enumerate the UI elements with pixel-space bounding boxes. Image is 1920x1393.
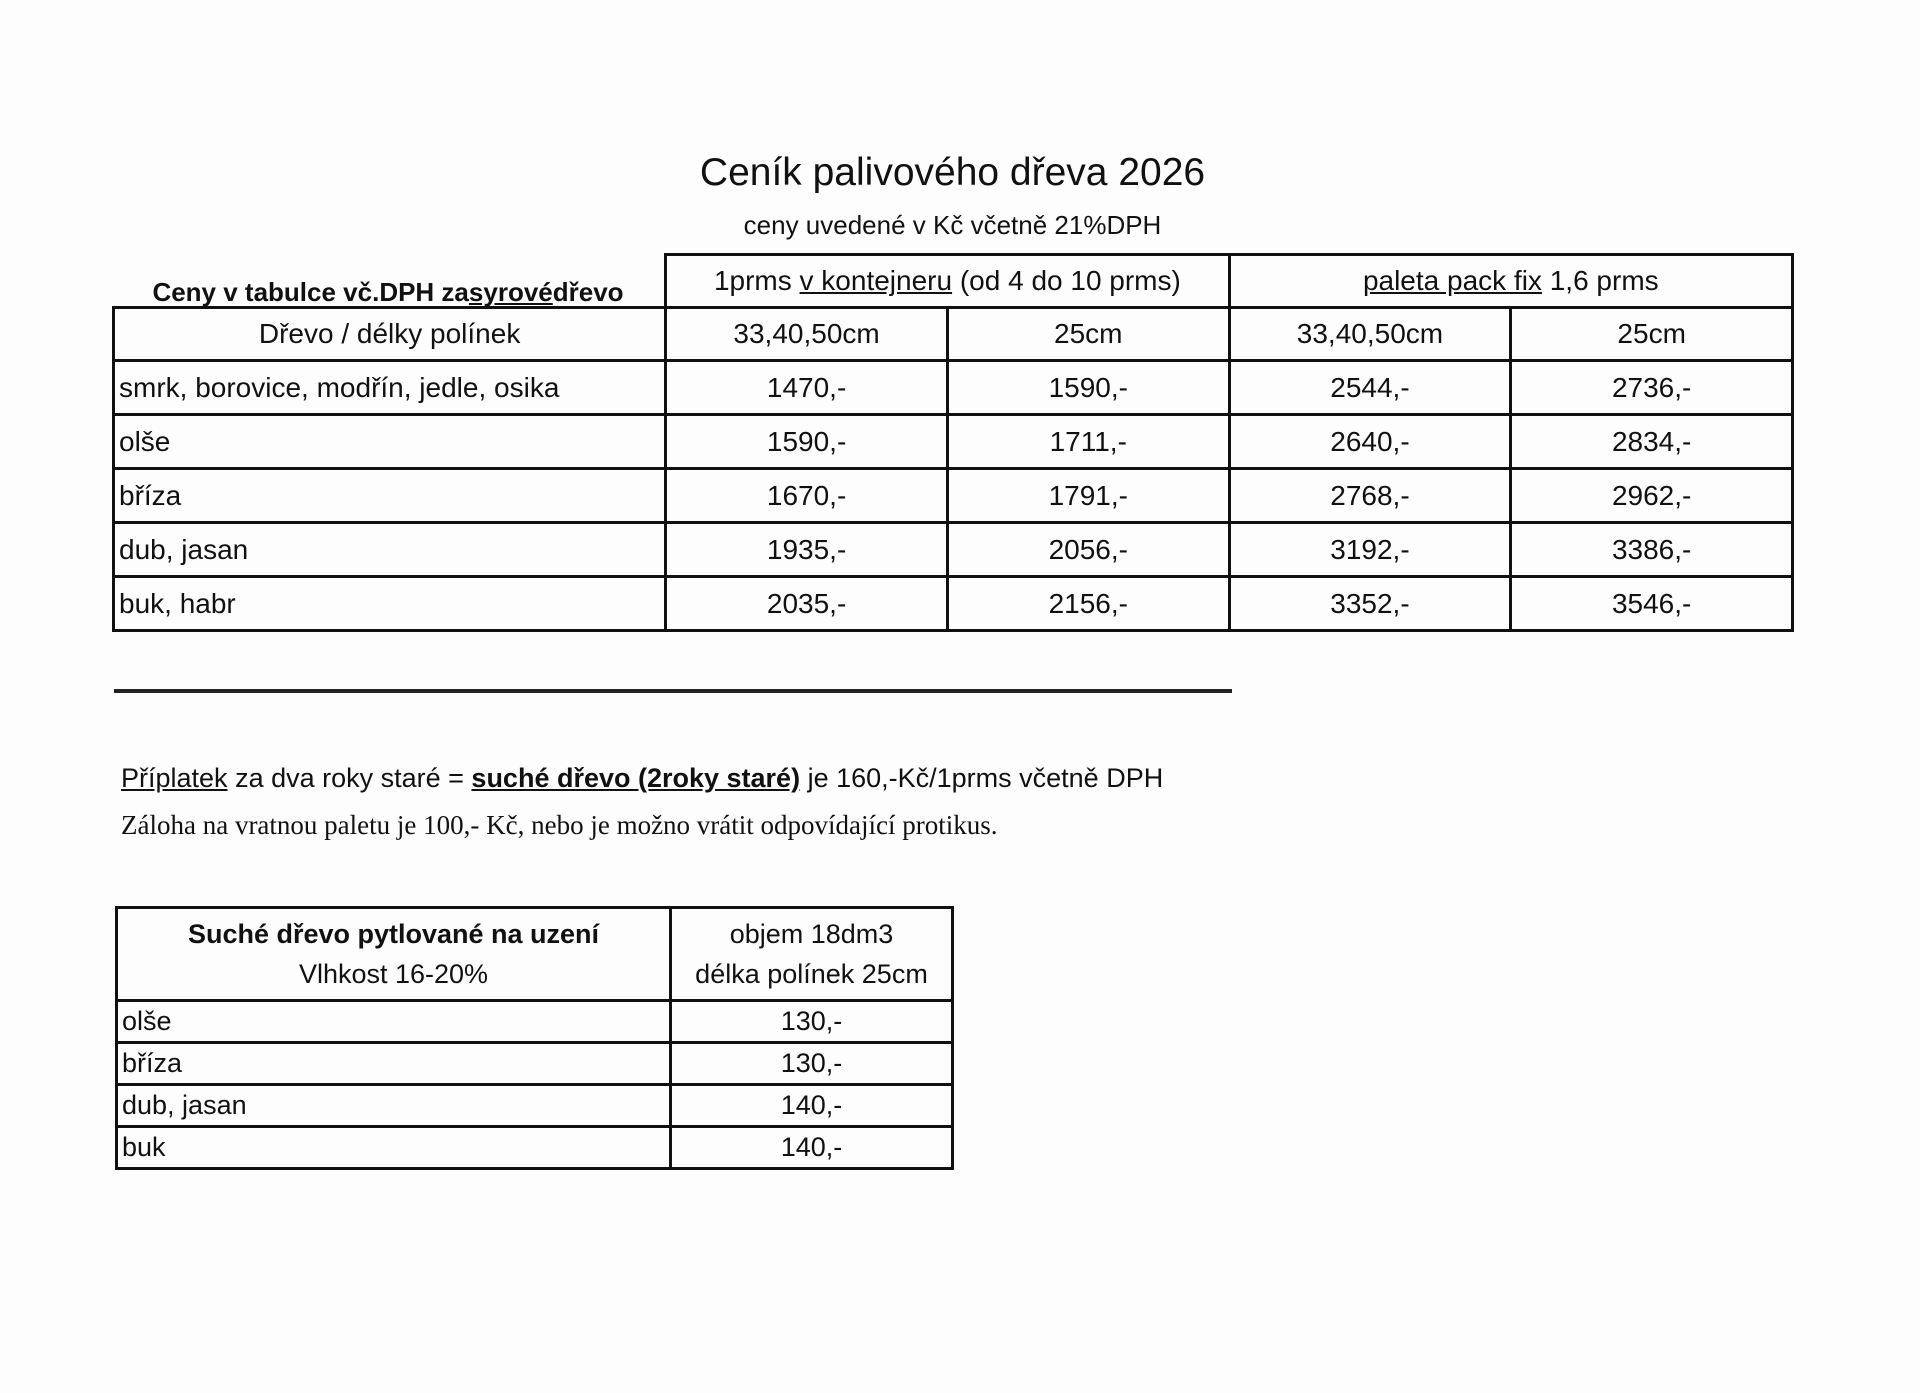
smoke-header-length: délka polínek 25cm [695,959,928,989]
price-cell: 1935,- [666,523,948,577]
table-row [117,1085,953,1127]
price-cell: 1590,- [666,415,948,469]
table-row [114,523,1793,577]
divider-line [114,689,1232,693]
price-cell: 140,- [671,1085,953,1127]
price-cell: 2056,- [947,523,1229,577]
empty-cell [114,255,666,308]
price-cell: 3352,- [1229,577,1511,631]
smoke-header-volume: objem 18dm3 [729,918,894,949]
note-bold-underlined: suché dřevo (2roky staré) [471,763,801,793]
wood-name: dub, jasan [117,1085,671,1127]
caption-part: Ceny v tabulce vč.DPH za [152,276,469,307]
price-cell: 1791,- [947,469,1229,523]
price-cell: 2035,- [666,577,948,631]
price-cell: 3386,- [1511,523,1793,577]
wood-name: buk, habr [114,577,666,631]
price-cell: 2640,- [1229,415,1511,469]
col-length: 33,40,50cm [666,308,948,361]
smoke-header-title: Suché dřevo pytlované na uzení [187,918,600,949]
col-length: 25cm [947,308,1229,361]
column-header-row [114,308,1793,361]
group-part: (od 4 do 10 prms) [952,265,1181,296]
smoke-header-right [671,908,953,1001]
group-underlined: paleta pack fix [1362,265,1542,296]
wood-name: smrk, borovice, modřín, jedle, osika [114,361,666,415]
wood-name: bříza [117,1043,671,1085]
price-cell: 1670,- [666,469,948,523]
price-cell: 2156,- [947,577,1229,631]
price-grid [112,253,1794,632]
wood-name: olše [117,1001,671,1043]
price-cell: 130,- [671,1001,953,1043]
wood-name: buk [117,1127,671,1169]
page-title: Ceník palivového dřeva 2026 [699,151,1206,194]
price-cell: 2962,- [1511,469,1793,523]
smoke-header-row [117,908,953,1001]
smoking-wood-table [115,906,954,1170]
table-row [114,577,1793,631]
wood-name: bříza [114,469,666,523]
surcharge-note [121,763,1163,794]
price-cell: 2768,- [1229,469,1511,523]
col-wood: Dřevo / délky polínek [114,308,666,361]
table-row [117,1127,953,1169]
group-container [666,255,1229,308]
note-text: je 160,-Kč/1prms včetně DPH [800,763,1164,793]
price-cell: 3192,- [1229,523,1511,577]
price-cell: 140,- [671,1127,953,1169]
note-underlined: Příplatek [121,763,228,793]
price-cell: 1590,- [947,361,1229,415]
price-cell: 1711,- [947,415,1229,469]
price-cell: 2544,- [1229,361,1511,415]
col-length: 33,40,50cm [1229,308,1511,361]
group-header-row [114,255,1793,308]
caption-part: dřevo [552,276,624,307]
wood-name: dub, jasan [114,523,666,577]
group-underlined: v kontejneru [799,265,953,296]
group-part: 1,6 prms [1541,265,1659,296]
price-cell: 3546,- [1511,577,1793,631]
deposit-note: Záloha na vratnou paletu je 100,- Kč, nebo je možno vrátit odpovídající protikus. [121,810,998,840]
table-row [114,469,1793,523]
price-cell: 2736,- [1511,361,1793,415]
group-pallet [1229,255,1792,308]
wood-name: olše [114,415,666,469]
note-text: za dva roky staré = [227,763,472,793]
price-cell: 130,- [671,1043,953,1085]
table-row [117,1043,953,1085]
price-cell: 1470,- [666,361,948,415]
table-row [114,415,1793,469]
page-subtitle: ceny uvedené v Kč včetně 21%DPH [743,210,1162,240]
price-table [112,253,1794,638]
table-row [114,361,1793,415]
smoke-header-humidity: Vlhkost 16-20% [298,959,489,989]
col-length: 25cm [1511,308,1793,361]
table-row [117,1001,953,1043]
caption-underlined: syrové [468,276,553,307]
smoke-header-left [117,908,671,1001]
price-cell: 2834,- [1511,415,1793,469]
group-part: 1prms [713,265,800,296]
